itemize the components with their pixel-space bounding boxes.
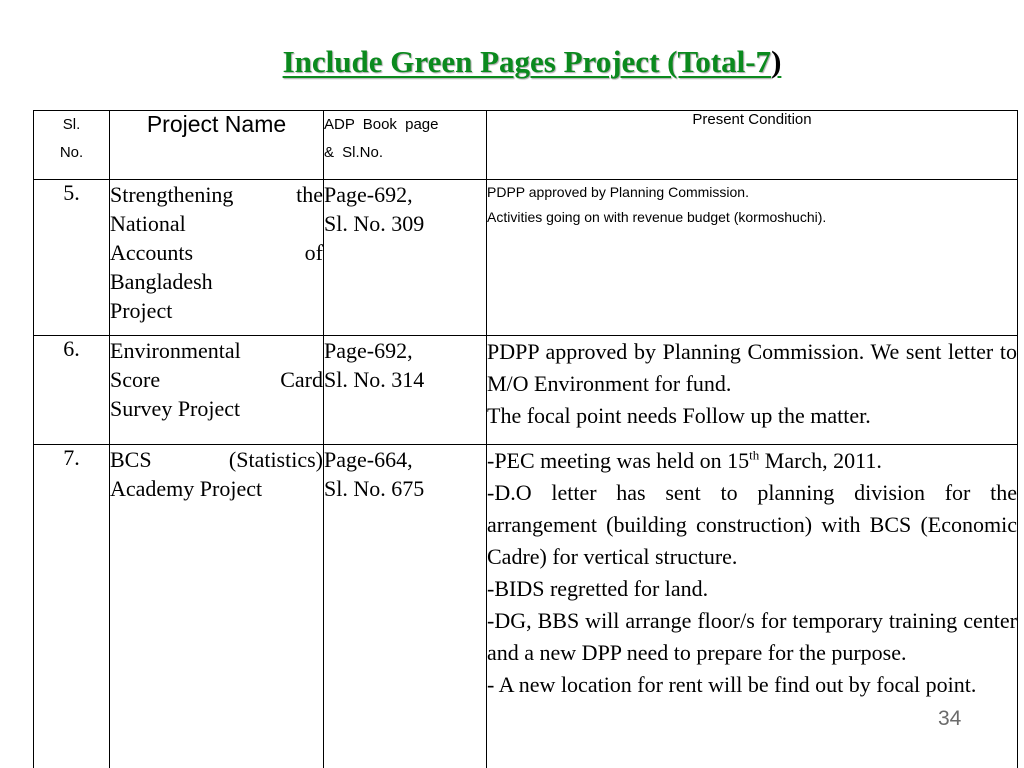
condition-line: Activities going on with revenue budget (kormoshuchi).: [487, 209, 827, 225]
condition-line: PDPP approved by Planning Commission.: [487, 184, 749, 200]
header-sl-line2: No.: [59, 144, 84, 161]
adp-page-line2: Sl. No. 314: [324, 367, 425, 392]
adp-page-line2: Sl. No. 309: [324, 211, 425, 236]
project-name-line: Accounts of: [110, 240, 323, 265]
header-project-name: Project Name: [110, 111, 324, 180]
row-project-name: [110, 180, 324, 336]
row-sl-no: 7.: [34, 445, 110, 768]
pec-text: -PEC meeting was held on 15: [487, 448, 750, 473]
row-present-condition: [487, 336, 1018, 445]
project-name-line: Score Card: [110, 367, 323, 392]
project-name-line: National: [110, 211, 186, 236]
project-name-line: Strengthening the: [110, 182, 323, 207]
adp-page-line1: Page-664,: [324, 447, 413, 472]
header-adp-line1: ADP Book page: [324, 116, 439, 133]
project-name-line: Survey Project: [110, 396, 241, 421]
slide-title-text: Include Green Pages Project (Total-7: [282, 44, 772, 79]
table-row: [34, 336, 1018, 445]
project-name-line: Bangladesh: [110, 269, 213, 294]
row-sl-no: 5.: [34, 180, 110, 336]
row-adp-page: [324, 336, 487, 445]
adp-page-line2: Sl. No. 675: [324, 476, 425, 501]
slide-title: [0, 44, 1024, 80]
table-row: [34, 180, 1018, 336]
row-sl-no: 6.: [34, 336, 110, 445]
condition-line-pec: [487, 445, 1017, 477]
condition-line: PDPP approved by Planning Commission. We sent letter to M/O Environment for fund.: [487, 339, 1017, 396]
header-present-condition: Present Condition: [487, 111, 1018, 180]
slide-title-close-paren: ): [771, 44, 782, 79]
adp-page-line1: Page-692,: [324, 338, 413, 363]
page-number: 34: [938, 707, 962, 730]
row-adp-page: [324, 180, 487, 336]
row-project-name: [110, 445, 324, 768]
project-name-line: Academy Project: [110, 476, 263, 501]
header-adp-book-page: [324, 111, 487, 180]
condition-line: The focal point needs Follow up the matter.: [487, 403, 871, 428]
table-row: [34, 445, 1018, 768]
condition-line: -BIDS regretted for land.: [487, 576, 709, 601]
condition-line: -DG, BBS will arrange floor/s for temporary training center and a new DPP need to prepare for the purpose.: [487, 608, 1017, 665]
project-name-line: Project: [110, 298, 173, 323]
project-name-line: Environmental: [110, 338, 241, 363]
condition-line: - A new location for rent will be find out by focal point.: [487, 672, 977, 697]
projects-table: [33, 110, 1018, 768]
header-sl-no: [34, 111, 110, 180]
pec-text-end: March, 2011.: [759, 448, 882, 473]
row-project-name: [110, 336, 324, 445]
row-present-condition: [487, 180, 1018, 336]
header-sl-line1: Sl.: [62, 116, 81, 133]
row-adp-page: [324, 445, 487, 768]
project-name-line: BCS (Statistics): [110, 447, 323, 472]
adp-page-line1: Page-692,: [324, 182, 413, 207]
pec-superscript: th: [749, 447, 760, 463]
header-adp-line2: & Sl.No.: [324, 144, 384, 161]
table-header-row: [34, 111, 1018, 180]
condition-line: -D.O letter has sent to planning division for the arrangement (building construction) with BCS (Economic Cadre) for vertical structure.: [487, 480, 1017, 569]
